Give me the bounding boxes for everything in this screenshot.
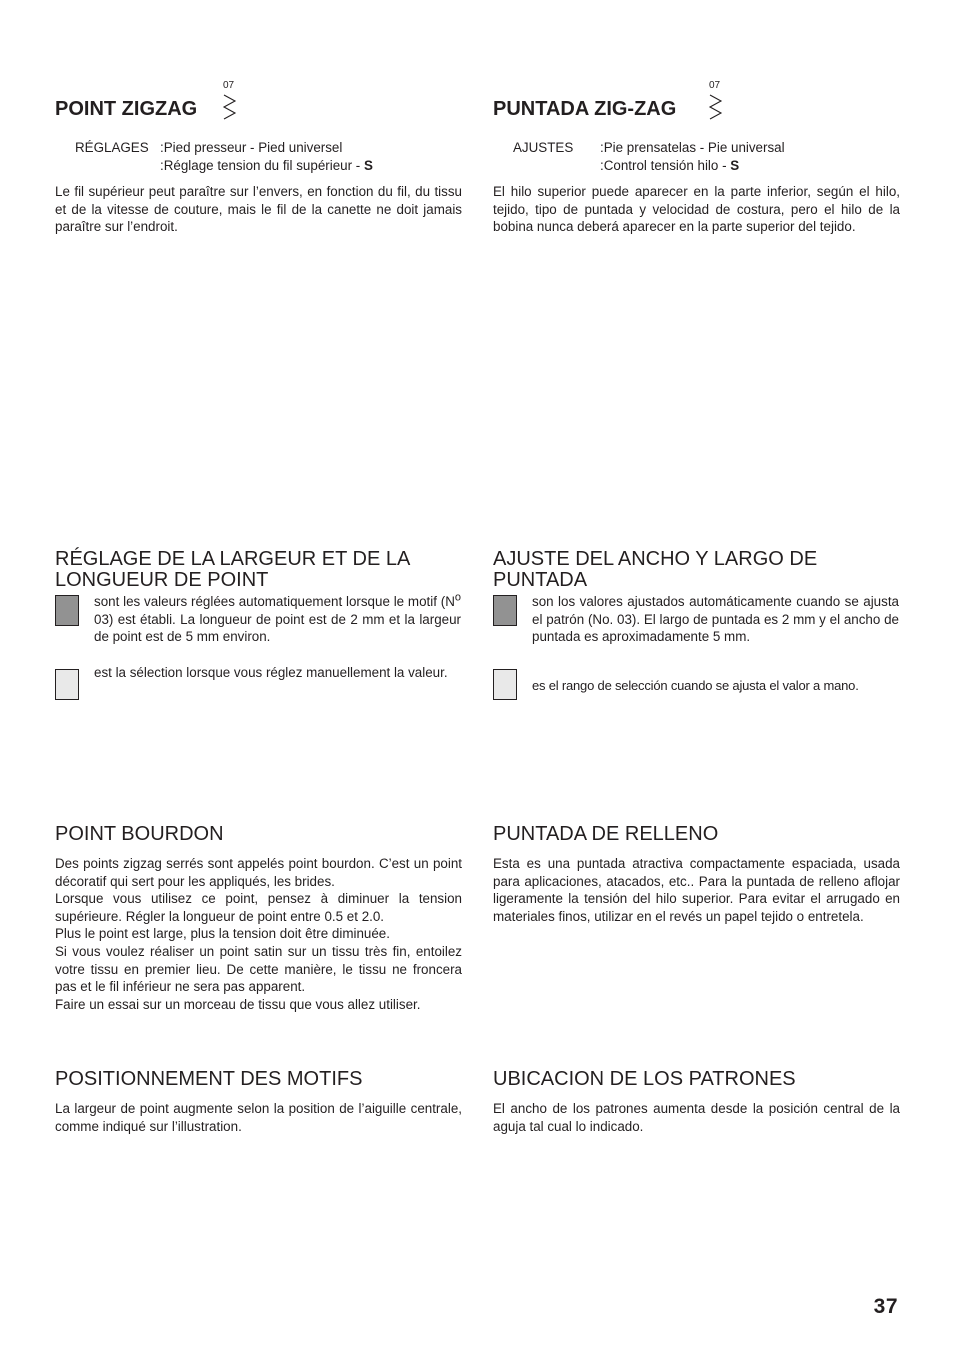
es-positioning-body: El ancho de los patrones aumenta desde la posición central de la aguja tal cual lo indicado. — [493, 1101, 900, 1134]
fr-satin-line-3: Plus le point est large, plus la tension doit être diminuée. — [55, 926, 390, 942]
fr-width-length-heading — [55, 549, 462, 591]
fr-satin-title: POINT BOURDON — [55, 823, 224, 845]
fr-width-length-title-2: LONGUEUR DE POINT — [55, 569, 269, 591]
fr-width-length-title-1: RÉGLAGE DE LA LARGEUR ET DE LA — [55, 548, 411, 570]
es-satin-title: PUNTADA DE RELLENO — [493, 823, 719, 845]
fr-setting-tension-value: S — [363, 158, 373, 173]
fr-setting-tension-label: :Réglage tension du fil supérieur - — [160, 158, 364, 173]
es-setting-tension-label: :Control tensión hilo - — [600, 158, 731, 173]
zigzag-stitch-icon — [708, 93, 724, 123]
zigzag-stitch-icon — [222, 93, 238, 123]
fr-settings-label: RÉGLAGES — [75, 140, 149, 155]
auto-value-swatch — [493, 595, 517, 626]
es-positioning-title: UBICACION DE LOS PATRONES — [493, 1068, 796, 1090]
es-setting-foot: :Pie prensatelas - Pie universal — [600, 140, 785, 155]
fr-satin-section — [55, 824, 462, 845]
fr-satin-line-2: Lorsque vous utilisez ce point, pensez à diminuer la tension supérieure. Régler la longueur de point entre 0.5 et 2.0. — [55, 891, 462, 924]
es-zigzag-settings — [513, 139, 903, 175]
fr-setting-tension — [160, 157, 373, 175]
fr-setting-foot: :Pied presseur - Pied universel — [160, 140, 343, 155]
fr-auto-text — [94, 593, 461, 646]
fr-satin-body — [55, 855, 462, 1013]
es-satin-body: Esta es una puntada atractiva compactamente espaciada, usada para aplicaciones, atacados, etc.. Para la puntada de relleno aflojar ligeramente la tensión del hilo superior. Para evitar el arrugado en materiales finos, utilizar en el revés un papel tejido o entretela. — [493, 856, 900, 924]
manual-range-swatch — [493, 669, 517, 700]
fr-positioning-body: La largeur de point augmente selon la position de l’aiguille centrale, comme indiqué sur l’illustration. — [55, 1101, 462, 1134]
fr-zigzag-title: POINT ZIGZAG — [55, 98, 198, 120]
fr-satin-line-1: Des points zigzag serrés sont appelés point bourdon. C’est un point décoratif qui sert pour les appliqués, les brides. — [55, 856, 462, 889]
fr-manual-text: est la sélection lorsque vous réglez manuellement la valeur. — [94, 665, 448, 680]
fr-positioning-title: POSITIONNEMENT DES MOTIFS — [55, 1068, 363, 1090]
fr-positioning-section — [55, 1069, 462, 1090]
es-stitch-code: 07 — [709, 80, 721, 91]
manual-range-swatch — [55, 669, 79, 700]
fr-satin-line-4: Si vous voulez réaliser un point satin sur un tissu très fin, entoilez votre tissu en premier lieu. De cette manière, le tissu ne froncera pas et le fil inférieur ne sera pas apparent. — [55, 943, 462, 995]
fr-zigzag-section — [55, 98, 462, 120]
fr-zigzag-settings — [75, 139, 465, 175]
fr-auto-text-b: 03) est établi. La longueur de point est de 2 mm et la largeur de point est de 5 mm environ. — [94, 611, 461, 645]
page-number: 37 — [873, 1295, 898, 1318]
fr-zigzag-body: Le fil supérieur peut paraître sur l’envers, en fonction du fil, du tissu et de la vitesse de couture, mais le fil de la canette ne doit jamais paraître sur l’endroit. — [55, 184, 462, 235]
es-manual-text: es el rango de selección cuando se ajusta el valor a mano. — [532, 678, 859, 693]
fr-stitch-code: 07 — [223, 80, 235, 91]
es-width-length-heading — [493, 549, 900, 591]
es-width-length-title-2: PUNTADA — [493, 569, 588, 591]
es-zigzag-section — [493, 98, 900, 120]
es-setting-tension — [600, 157, 739, 175]
es-auto-text: son los valores ajustados automáticamente cuando se ajusta el patrón (No. 03). El largo de puntada es 2 mm y el ancho de puntada es aproximadamente 5 mm. — [532, 594, 899, 645]
es-width-length-title-1: AJUSTE DEL ANCHO Y LARGO DE — [493, 548, 818, 570]
fr-auto-text-a: sont les valeurs réglées automatiquement lorsque le motif (N — [94, 594, 455, 609]
es-positioning-section — [493, 1069, 900, 1090]
fr-auto-text-sup: o — [454, 591, 461, 604]
auto-value-swatch — [55, 595, 79, 626]
es-satin-section — [493, 824, 900, 845]
es-setting-tension-value: S — [730, 158, 740, 173]
es-zigzag-title: PUNTADA ZIG-ZAG — [493, 98, 677, 120]
es-settings-label: AJUSTES — [513, 140, 574, 155]
es-zigzag-body: El hilo superior puede aparecer en la parte inferior, según el hilo, tejido, tipo de puntada y velocidad de costura, pero el hilo de la bobina nunca deberá aparecer en la parte superior del tejido. — [493, 184, 900, 235]
fr-satin-line-5: Faire un essai sur un morceau de tissu que vous allez utiliser. — [55, 996, 421, 1012]
